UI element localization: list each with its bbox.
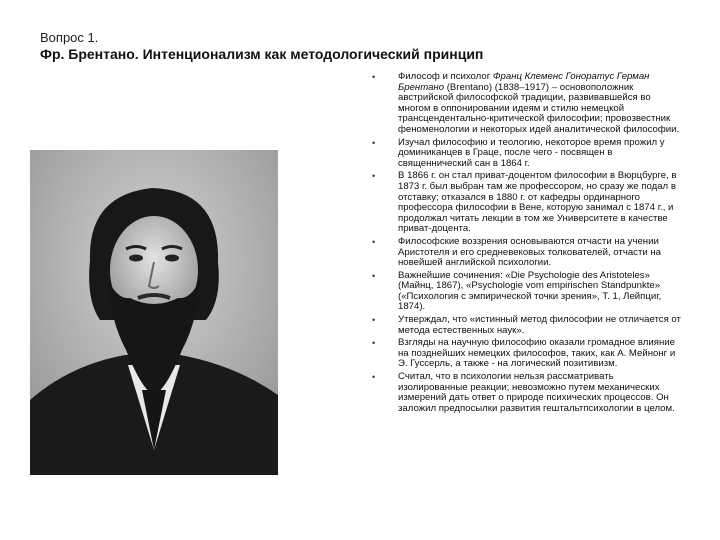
bullet-item <box>372 338 684 370</box>
bullet-marker: • <box>372 338 376 349</box>
bullet-marker: • <box>372 236 376 247</box>
bullet-text-italic: Франц Клеменс Гоноратус Герман Брентано <box>398 71 650 93</box>
bullet-marker: • <box>372 315 376 326</box>
bullet-marker: • <box>372 270 376 281</box>
portrait-photo <box>30 150 278 475</box>
bullet-marker: • <box>372 137 376 148</box>
bullet-text: Философ и психолог <box>398 71 493 82</box>
bullet-item <box>372 72 684 136</box>
bullet-item <box>372 315 684 336</box>
bullet-marker: • <box>372 171 376 182</box>
bullet-text: (Brentano) (1838–1917) – основоположник австрийской философской традиции, развивавшейся во многом в оппонировании идеям и стилю немецкой трансцендентально-критической философии; провозвестник феноменологии и некоторых идей аналитической философии. <box>398 81 680 135</box>
bullet-text: Философские воззрения основываются отчасти на учении Аристотеля и его средневековых толкователей, отчасти на новейшей английской психологии. <box>398 235 662 269</box>
bullet-text: Важнейшие сочинения: «Die Psychologie des Aristoteles» (Майнц, 1867), «Psychologie vom empirischen Standpunkte» («Психология с эмпирической точки зрения», Т. 1, Лейпциг, 1874). <box>398 269 662 313</box>
slide-label: Вопрос 1. <box>40 30 99 45</box>
bullet-item <box>372 372 684 414</box>
bullet-item <box>372 171 684 235</box>
bullet-item <box>372 138 684 170</box>
bullet-item <box>372 237 684 269</box>
bullet-item <box>372 271 684 313</box>
slide-title: Фр. Брентано. Интенционализм как методологический принцип <box>40 46 484 62</box>
bullet-text: Изучал философию и теологию, некоторое время прожил у доминиканцев в Граце, после чего - посвящен в священнический сан в 1864 г. <box>398 136 665 169</box>
bullet-text: Считал, что в психологии нельзя рассматривать изолированные реакции; невозможно путем механических измерений дать ответ о природе психических процессов. Он заложил предпосылки развития гештальтпсихологии в целом. <box>398 371 675 414</box>
bullet-marker: • <box>372 72 376 82</box>
bullet-text: Взгляды на научную философию оказали громадное влияние на позднейших немецких философов, таких, как А. Мейнонг и Э. Гуссерль, а также - на логический позитивизм. <box>398 337 676 370</box>
bullet-list <box>372 72 684 416</box>
bullet-marker: • <box>372 372 376 383</box>
bullet-text: Утверждал, что «истинный метод философии не отличается от метода естественных наук». <box>398 314 681 336</box>
bullet-text: В 1866 г. он стал приват-доцентом философии в Вюрцбурге, в 1873 г. был выбран там же профессором, но сразу же подал в отставку; отказался в 1880 г. от кафедры ординарного профессора философии в Вене, которую занимал с 1874 г., и продолжал читать лекции в том же Университете в качестве приват-доцента. <box>398 170 677 235</box>
